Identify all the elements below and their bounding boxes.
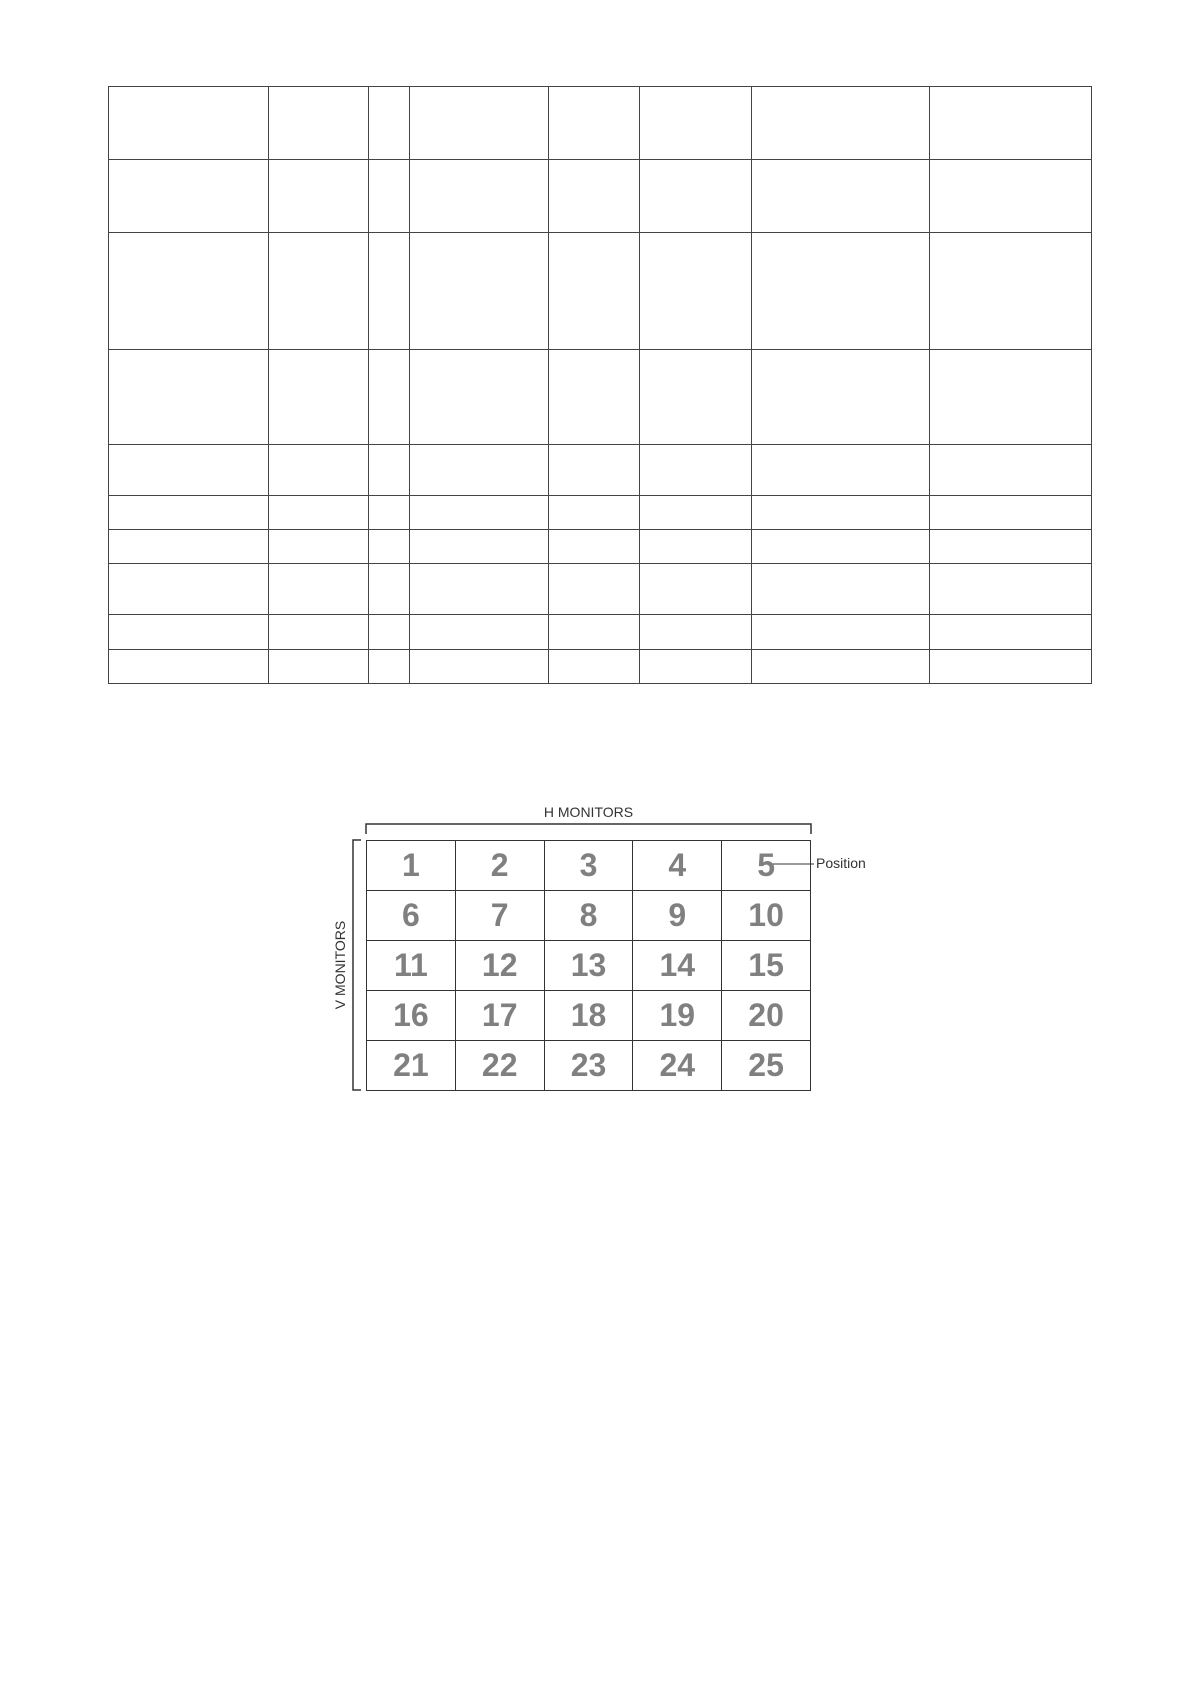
blank-table-cell	[930, 350, 1092, 445]
monitor-position-cell: 12	[455, 941, 544, 991]
blank-table-cell	[930, 650, 1092, 684]
blank-table-cell	[549, 650, 640, 684]
blank-table-cell	[109, 530, 269, 564]
blank-table-cell	[640, 445, 752, 496]
blank-table-cell	[549, 350, 640, 445]
blank-table-cell	[930, 160, 1092, 233]
blank-table-cell	[930, 445, 1092, 496]
blank-table-cell	[752, 650, 930, 684]
blank-table-cell	[109, 650, 269, 684]
blank-table-cell	[640, 650, 752, 684]
blank-table-cell	[410, 87, 549, 160]
monitor-position-cell: 4	[633, 841, 722, 891]
blank-table-cell	[752, 87, 930, 160]
blank-table-cell	[930, 233, 1092, 350]
blank-table-cell	[369, 445, 410, 496]
monitor-position-cell: 5	[722, 841, 811, 891]
v-bracket	[353, 840, 361, 1090]
blank-table-cell	[752, 350, 930, 445]
blank-table-cell	[269, 564, 369, 615]
blank-table-cell	[410, 445, 549, 496]
position-label: Position	[816, 855, 866, 871]
monitor-position-cell: 8	[544, 891, 633, 941]
blank-table-cell	[109, 564, 269, 615]
blank-table-cell	[930, 615, 1092, 650]
blank-table-cell	[269, 650, 369, 684]
blank-table-cell	[269, 615, 369, 650]
monitor-grid-row	[367, 941, 811, 991]
blank-table-cell	[752, 445, 930, 496]
blank-table-cell	[410, 350, 549, 445]
blank-table-cell	[549, 564, 640, 615]
blank-table-row	[109, 615, 1092, 650]
blank-table-cell	[752, 530, 930, 564]
blank-table-cell	[109, 615, 269, 650]
monitor-position-cell: 9	[633, 891, 722, 941]
monitor-position-cell: 17	[455, 991, 544, 1041]
blank-table-cell	[549, 496, 640, 530]
blank-table-cell	[640, 496, 752, 530]
blank-table-cell	[752, 615, 930, 650]
blank-table-cell	[369, 350, 410, 445]
blank-table-cell	[369, 615, 410, 650]
blank-table-cell	[269, 496, 369, 530]
blank-table-cell	[109, 233, 269, 350]
monitor-position-cell: 3	[544, 841, 633, 891]
blank-table-cell	[410, 530, 549, 564]
blank-table-cell	[549, 233, 640, 350]
blank-table-cell	[930, 87, 1092, 160]
blank-table-row	[109, 445, 1092, 496]
h-bracket	[366, 824, 811, 834]
blank-table-cell	[269, 530, 369, 564]
blank-table-cell	[549, 87, 640, 160]
blank-table-cell	[369, 530, 410, 564]
monitor-position-cell: 22	[455, 1041, 544, 1091]
blank-table-row	[109, 650, 1092, 684]
monitor-position-cell: 11	[367, 941, 456, 991]
blank-table-cell	[109, 87, 269, 160]
monitor-position-cell: 13	[544, 941, 633, 991]
blank-table-cell	[549, 530, 640, 564]
monitor-position-cell: 6	[367, 891, 456, 941]
blank-table-cell	[410, 496, 549, 530]
monitor-grid	[366, 840, 811, 1091]
blank-table-cell	[549, 615, 640, 650]
blank-table-cell	[269, 233, 369, 350]
blank-table-cell	[369, 496, 410, 530]
monitor-position-cell: 20	[722, 991, 811, 1041]
blank-table-cell	[640, 87, 752, 160]
monitor-position-cell: 24	[633, 1041, 722, 1091]
blank-table-cell	[269, 160, 369, 233]
blank-table-cell	[410, 650, 549, 684]
monitor-position-cell: 15	[722, 941, 811, 991]
blank-table-cell	[369, 233, 410, 350]
blank-table-row	[109, 564, 1092, 615]
monitor-position-cell: 21	[367, 1041, 456, 1091]
blank-table-row	[109, 160, 1092, 233]
blank-table-cell	[640, 564, 752, 615]
monitor-position-cell: 23	[544, 1041, 633, 1091]
blank-table-cell	[269, 87, 369, 160]
blank-table-cell	[549, 445, 640, 496]
blank-table-cell	[752, 233, 930, 350]
monitor-position-cell: 10	[722, 891, 811, 941]
blank-table-cell	[109, 496, 269, 530]
blank-table-cell	[930, 496, 1092, 530]
blank-table-cell	[410, 160, 549, 233]
h-monitors-label: H MONITORS	[543, 804, 634, 820]
monitor-position-cell: 19	[633, 991, 722, 1041]
blank-table-cell	[410, 564, 549, 615]
blank-table-cell	[930, 564, 1092, 615]
blank-table-cell	[269, 350, 369, 445]
monitor-grid-row	[367, 1041, 811, 1091]
blank-table-cell	[410, 233, 549, 350]
blank-table-row	[109, 496, 1092, 530]
blank-table-row	[109, 350, 1092, 445]
monitor-position-cell: 18	[544, 991, 633, 1041]
monitor-position-cell: 25	[722, 1041, 811, 1091]
blank-table-cell	[752, 564, 930, 615]
blank-table-cell	[269, 445, 369, 496]
monitor-position-cell: 2	[455, 841, 544, 891]
blank-table-cell	[369, 160, 410, 233]
blank-grid-table	[108, 86, 1092, 684]
blank-table-cell	[752, 160, 930, 233]
blank-table-cell	[640, 233, 752, 350]
monitor-position-cell: 16	[367, 991, 456, 1041]
monitor-grid-row	[367, 841, 811, 891]
blank-table-cell	[369, 564, 410, 615]
blank-table-cell	[640, 615, 752, 650]
blank-table-cell	[930, 530, 1092, 564]
blank-table-row	[109, 530, 1092, 564]
blank-table-cell	[640, 160, 752, 233]
monitor-grid-row	[367, 991, 811, 1041]
blank-table-row	[109, 233, 1092, 350]
blank-table-cell	[640, 350, 752, 445]
monitor-position-cell: 14	[633, 941, 722, 991]
blank-table-cell	[369, 87, 410, 160]
monitor-position-cell: 7	[455, 891, 544, 941]
monitor-grid-row	[367, 891, 811, 941]
blank-table-cell	[109, 350, 269, 445]
monitor-position-cell: 1	[367, 841, 456, 891]
blank-table-cell	[369, 650, 410, 684]
blank-table-cell	[549, 160, 640, 233]
blank-table-cell	[752, 496, 930, 530]
blank-table-cell	[109, 160, 269, 233]
blank-table-row	[109, 87, 1092, 160]
blank-table-cell	[640, 530, 752, 564]
blank-table-cell	[410, 615, 549, 650]
blank-table-cell	[109, 445, 269, 496]
v-monitors-label: V MONITORS	[332, 920, 348, 1010]
